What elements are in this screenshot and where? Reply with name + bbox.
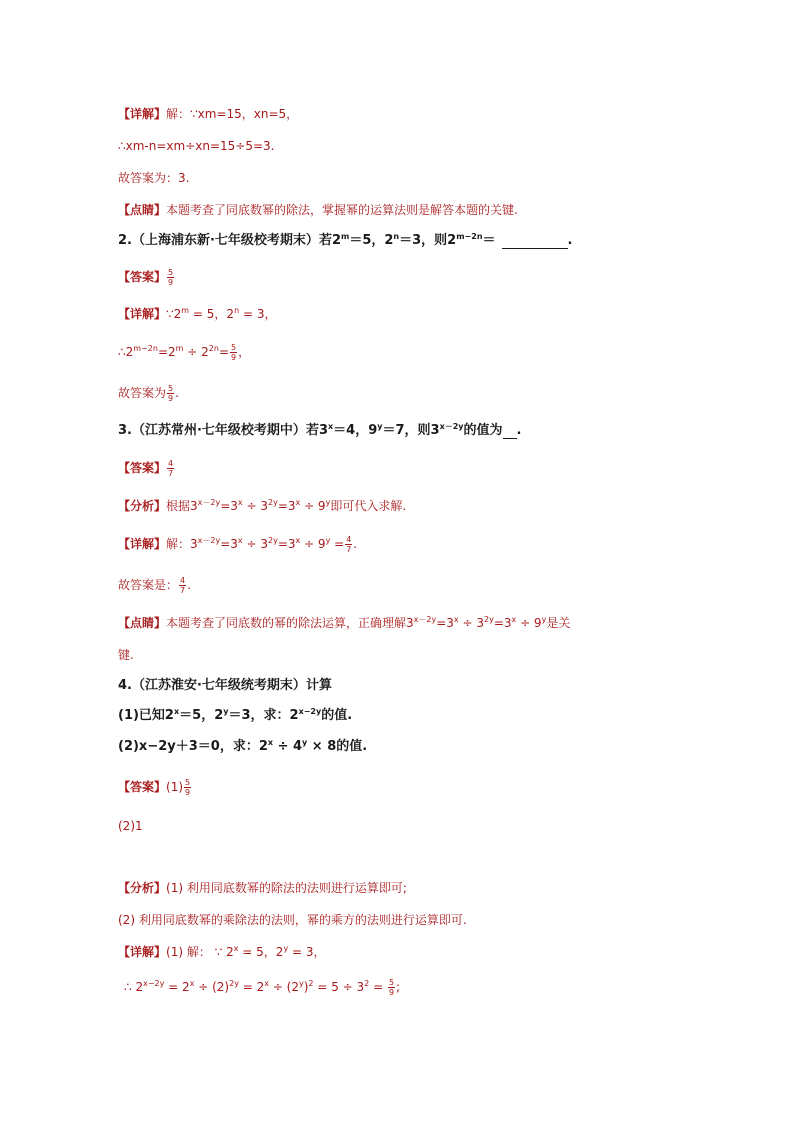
- question-4-part-1: [118, 708, 352, 724]
- final-answer-text: 故答案为: [118, 386, 167, 400]
- question-4-stem: [118, 678, 332, 694]
- question-number: 2.: [118, 233, 132, 248]
- answer-text: (2)1: [118, 819, 143, 833]
- detail-text: = 5，2: [189, 307, 235, 321]
- question-source: （江苏常州·七年级校考期中）: [131, 423, 306, 438]
- numerator: 4: [346, 535, 352, 544]
- analysis-text: =3: [277, 499, 296, 513]
- denominator: 9: [388, 988, 395, 997]
- question-number: 3.: [118, 423, 132, 438]
- analysis-text: ÷ 9: [300, 499, 326, 513]
- question-2-stem: [118, 233, 573, 249]
- stem-text: .: [516, 423, 522, 438]
- exponent: 2y: [267, 536, 278, 545]
- stem-text: ＝5，2: [349, 233, 394, 248]
- analysis-text: =3: [220, 499, 238, 513]
- question-3-stem: [118, 423, 521, 439]
- point-text: ÷ 3: [458, 616, 484, 630]
- analysis-line-1: [118, 880, 407, 896]
- final-answer-text: .: [175, 386, 179, 400]
- exponent: 2y: [483, 615, 494, 624]
- step-text: ÷ (2): [194, 980, 230, 994]
- exponent: x: [267, 738, 274, 747]
- final-answer-text: 故答案为：3.: [118, 171, 190, 185]
- exponent: 2: [364, 979, 370, 988]
- exponent: x: [233, 944, 239, 953]
- detail-text: =3: [277, 537, 296, 551]
- detail-text: = 3，: [288, 945, 326, 959]
- part-text: ＝5，2: [179, 708, 224, 723]
- detail-line-1: [118, 106, 298, 122]
- detail-text: =: [330, 537, 345, 551]
- exponent: x: [189, 979, 195, 988]
- final-answer-text: .: [187, 578, 191, 592]
- step-text: ∴ 2: [124, 980, 144, 994]
- exponent: 2y: [267, 498, 278, 507]
- final-fraction: [179, 576, 186, 595]
- point-text: =3: [436, 616, 454, 630]
- stem-text: ＝4，9: [333, 423, 378, 438]
- detail-text: ∴xm-n=xm÷xn=15÷5=3.: [118, 139, 275, 153]
- point-tag: 【点睛】: [118, 203, 167, 217]
- detail-text: = 3，: [239, 307, 277, 321]
- exponent: x－2y: [413, 615, 437, 624]
- exponent: y: [302, 738, 308, 747]
- stem-text: .: [567, 233, 573, 248]
- analysis-tag: 【分析】: [118, 499, 167, 513]
- step-text: =: [369, 980, 387, 994]
- step-text: ÷ (2: [269, 980, 299, 994]
- exponent: x: [511, 615, 517, 624]
- step-text: = 5 ÷ 3: [313, 980, 365, 994]
- answer-fraction: [167, 459, 174, 478]
- stem-text: ＝7，则3: [382, 423, 440, 438]
- step-text: ): [303, 980, 309, 994]
- exponent: y: [299, 979, 304, 988]
- exponent: y: [541, 615, 547, 624]
- part-text: (1)已知2: [118, 708, 174, 723]
- question-number: 4.: [118, 678, 132, 693]
- exponent: x－2y: [439, 422, 464, 431]
- point-text: 键.: [118, 648, 134, 662]
- step-text: ;: [396, 980, 401, 994]
- stem-text: 若3: [305, 423, 328, 438]
- exponent: x－2y: [197, 536, 221, 545]
- final-answer-line: [118, 576, 191, 595]
- detail-line-2: [118, 138, 275, 154]
- step-text: ∴2: [118, 345, 134, 359]
- detail-text: =3: [220, 537, 238, 551]
- numerator: 5: [168, 268, 174, 277]
- final-answer-line: [118, 384, 179, 403]
- numerator: 5: [168, 384, 174, 393]
- point-text: ÷ 9: [516, 616, 542, 630]
- answer-tag: 【答案】: [118, 780, 167, 794]
- exponent: x－2y: [197, 498, 221, 507]
- final-answer-text: 故答案是：: [118, 578, 179, 592]
- part-text: 的值.: [321, 708, 353, 723]
- step-text: ÷ 2: [183, 345, 209, 359]
- answer-fraction: [167, 268, 174, 287]
- exponent: x−2y: [298, 707, 322, 716]
- analysis-text: 即可代入求解.: [330, 499, 407, 513]
- exponent: m−2n: [133, 344, 158, 353]
- question-source: （上海浦东新·七年级校考期末）: [131, 233, 319, 248]
- detail-text: ∵2: [166, 307, 182, 321]
- denominator: 9: [168, 278, 174, 287]
- part-text: ÷ 4: [273, 739, 303, 754]
- answer-line-2: [118, 818, 143, 834]
- detail-tag: 【详解】: [118, 307, 167, 321]
- step-fraction: [230, 343, 237, 362]
- exponent: n: [234, 306, 240, 315]
- question-source: （江苏淮安·七年级统考期末）: [131, 678, 306, 693]
- answer-line: [118, 268, 175, 287]
- detail-text: (1) 解： ∵ 2: [166, 945, 234, 959]
- question-4-part-2: [118, 739, 367, 755]
- stem-text: ＝: [482, 233, 496, 248]
- exponent: x: [295, 498, 301, 507]
- stem-text: 若2: [318, 233, 341, 248]
- detail-step-line: [118, 343, 250, 362]
- detail-line: [118, 944, 326, 960]
- analysis-line: [118, 498, 406, 514]
- part-text: ＝3，求：2: [228, 708, 299, 723]
- step-text: ，: [238, 345, 251, 359]
- stem-text: 的值为: [463, 423, 503, 438]
- exponent: x: [237, 498, 243, 507]
- exponent: x: [237, 536, 243, 545]
- exponent: y: [377, 422, 383, 431]
- detail-text: = 5，2: [238, 945, 284, 959]
- answer-line: [118, 459, 175, 478]
- answer-fraction: [184, 778, 191, 797]
- point-text: =3: [493, 616, 512, 630]
- exponent: y: [223, 707, 229, 716]
- step-text: = 2: [164, 980, 190, 994]
- point-text: 是关: [546, 616, 571, 630]
- analysis-text: (1) 利用同底数幂的除法的法则进行运算即可;: [166, 881, 407, 895]
- point-line-cont: [118, 647, 134, 663]
- step-text: =2: [157, 345, 176, 359]
- analysis-text: (2) 利用同底数幂的乘除法的法则，幂的乘方的法则进行运算即可.: [118, 913, 467, 927]
- detail-tag: 【详解】: [118, 107, 167, 121]
- exponent: 2n: [208, 344, 219, 353]
- denominator: 9: [185, 788, 191, 797]
- detail-text: 解：3: [166, 537, 198, 551]
- analysis-line-2: [118, 912, 467, 928]
- part-text: (2)x−2y＋3＝0，求：2: [118, 739, 268, 754]
- detail-step-line: [124, 978, 400, 997]
- detail-text: .: [353, 537, 358, 551]
- exponent: m: [181, 306, 190, 315]
- detail-tag: 【详解】: [118, 537, 167, 551]
- analysis-text: 根据3: [166, 499, 198, 513]
- exponent: n: [393, 232, 400, 241]
- detail-text: ÷ 3: [242, 537, 268, 551]
- exponent: x: [295, 536, 301, 545]
- denominator: 9: [231, 353, 237, 362]
- final-answer-line: [118, 170, 189, 186]
- part-text: × 8的值.: [307, 739, 368, 754]
- stem-text: ＝3，则2: [399, 233, 457, 248]
- exponent: m−2n: [456, 232, 483, 241]
- analysis-tag: 【分析】: [118, 881, 167, 895]
- numerator: 5: [185, 778, 191, 787]
- analysis-text: ÷ 3: [242, 499, 268, 513]
- step-fraction: [388, 978, 395, 997]
- answer-tag: 【答案】: [118, 461, 167, 475]
- numerator: 4: [180, 576, 186, 585]
- exponent: x−2y: [143, 979, 165, 988]
- numerator: 5: [388, 978, 395, 987]
- denominator: 7: [346, 545, 352, 554]
- exponent: m: [340, 232, 350, 241]
- numerator: 5: [231, 343, 237, 352]
- answer-line: [118, 778, 192, 797]
- step-text: = 2: [238, 980, 265, 994]
- answer-text: (1): [166, 780, 184, 794]
- exponent: y: [325, 536, 331, 545]
- final-fraction: [167, 384, 174, 403]
- denominator: 7: [168, 469, 174, 478]
- detail-line: [118, 535, 357, 554]
- exponent: y: [283, 944, 289, 953]
- exponent: 2: [308, 979, 314, 988]
- numerator: 4: [168, 459, 174, 468]
- detail-text: 解：∵xm=15，xn=5，: [166, 107, 299, 121]
- detail-tag: 【详解】: [118, 945, 167, 959]
- exponent: x: [453, 615, 459, 624]
- point-text: 本题考查了同底数的幂的除法运算，正确理解3: [166, 616, 414, 630]
- point-line: [118, 202, 518, 218]
- detail-line: [118, 306, 276, 322]
- point-tag: 【点睛】: [118, 616, 167, 630]
- detail-text: ÷ 9: [300, 537, 326, 551]
- denominator: 7: [180, 586, 186, 595]
- exponent: x: [264, 979, 269, 988]
- exponent: x: [327, 422, 334, 431]
- stem-text: 计算: [305, 678, 332, 693]
- point-text: 本题考查了同底数幂的除法，掌握幂的运算法则是解答本题的关键.: [166, 203, 518, 217]
- step-text: =: [218, 345, 229, 359]
- detail-fraction: [345, 535, 352, 554]
- point-line: [118, 615, 570, 631]
- answer-blank: [503, 438, 517, 439]
- exponent: m: [175, 344, 184, 353]
- answer-blank: [502, 248, 568, 249]
- answer-tag: 【答案】: [118, 270, 167, 284]
- exponent: 2y: [229, 979, 239, 988]
- exponent: x: [173, 707, 180, 716]
- exponent: y: [325, 498, 331, 507]
- denominator: 9: [168, 394, 174, 403]
